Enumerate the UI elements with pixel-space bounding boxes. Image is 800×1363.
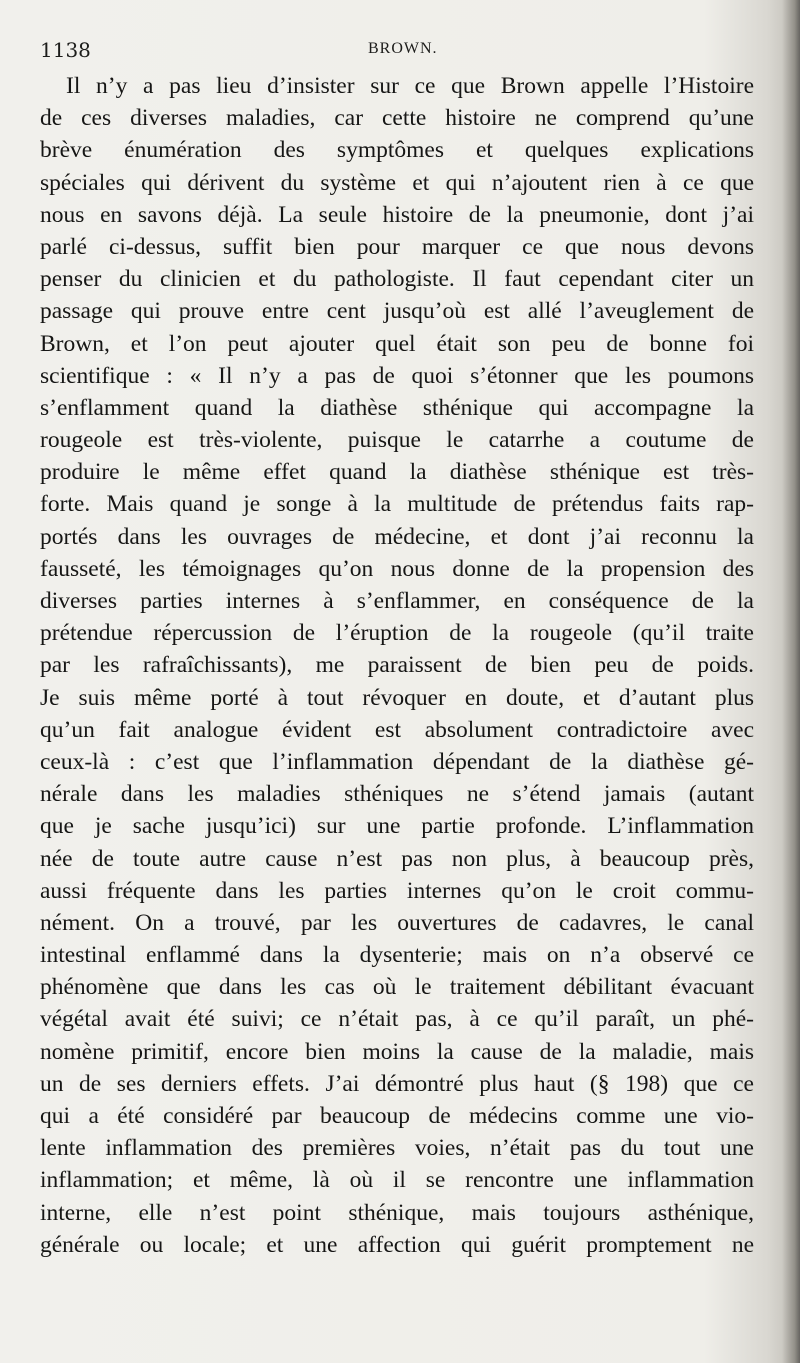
- text-line: de ces diverses maladies, car cette histoire ne comprend qu’une: [40, 105, 754, 132]
- text-line: aussi fréquente dans les parties internes qu’on le croit commu-: [40, 877, 754, 904]
- text-line: prétendue répercussion de l’éruption de la rougeole (qu’il traite: [40, 620, 754, 647]
- text-line: lente inflammation des premières voies, n’était pas du tout une: [40, 1135, 754, 1162]
- text-line: végétal avait été suivi; ce n’était pas, à ce qu’il paraît, un phé-: [40, 1006, 754, 1033]
- text-line: nément. On a trouvé, par les ouvertures de cadavres, le canal: [40, 909, 754, 936]
- text-line: scientifique : « Il n’y a pas de quoi s’étonner que les poumons: [40, 362, 754, 389]
- text-line: rougeole est très-violente, puisque le catarrhe a coutume de: [40, 427, 754, 454]
- text-line: brève énumération des symptômes et quelques explications: [40, 137, 754, 164]
- running-title: BROWN.: [368, 40, 438, 57]
- text-line: générale ou locale; et une affection qui guérit promptement ne: [40, 1231, 754, 1258]
- text-line: nérale dans les maladies sthéniques ne s’étend jamais (autant: [40, 781, 754, 808]
- text-line: fausseté, les témoignages qu’on nous donne de la propension des: [40, 555, 754, 582]
- text-line: ceux-là : c’est que l’inflammation dépendant de la diathèse gé-: [40, 748, 754, 775]
- text-line: inflammation; et même, là où il se rencontre une inflammation: [40, 1167, 754, 1194]
- text-line: qui a été considéré par beaucoup de médecins comme une vio-: [40, 1103, 754, 1129]
- text-line: Je suis même porté à tout révoquer en doute, et d’autant plus: [40, 684, 754, 711]
- text-line: phénomène que dans les cas où le traitement débilitant évacuant: [40, 974, 754, 1001]
- text-line: Brown, et l’on peut ajouter quel était son peu de bonne foi: [40, 330, 754, 357]
- text-line: un de ses derniers effets. J’ai démontré plus haut (§ 198) que ce: [40, 1070, 754, 1097]
- text-line: spéciales qui dérivent du système et qui n’ajoutent rien à ce que: [40, 169, 754, 196]
- text-line: passage qui prouve entre cent jusqu’où est allé l’aveuglement de: [40, 298, 754, 325]
- text-line: nomène primitif, encore bien moins la cause de la maladie, mais: [40, 1038, 754, 1065]
- text-line: née de toute autre cause n’est pas non plus, à beaucoup près,: [40, 845, 754, 872]
- text-line: parlé ci-dessus, suffit bien pour marquer ce que nous devons: [40, 233, 754, 260]
- body-text: [40, 70, 754, 1261]
- text-line: diverses parties internes à s’enflammer, en conséquence de la: [40, 588, 754, 614]
- text-line: produire le même effet quand la diathèse sthénique est très-: [40, 459, 754, 486]
- page-gutter-shadow: [782, 0, 800, 1363]
- text-line: penser du clinicien et du pathologiste. Il faut cependant citer un: [40, 266, 754, 293]
- text-line: qu’un fait analogue évident est absolument contradictoire avec: [40, 716, 754, 743]
- text-line: interne, elle n’est point sthénique, mais toujours asthénique,: [40, 1199, 754, 1226]
- text-line: par les rafraîchissants), me paraissent de bien peu de poids.: [40, 652, 754, 679]
- text-line: Il n’y a pas lieu d’insister sur ce que Brown appelle l’Histoire: [66, 73, 754, 99]
- text-line: portés dans les ouvrages de médecine, et dont j’ai reconnu la: [40, 523, 754, 550]
- text-line: s’enflamment quand la diathèse sthénique qui accompagne la: [40, 394, 754, 421]
- text-line: que je sache jusqu’ici) sur une partie profonde. L’inflammation: [40, 813, 754, 840]
- text-line: forte. Mais quand je songe à la multitude de prétendus faits rap-: [40, 491, 754, 518]
- page-number: 1138: [40, 38, 91, 62]
- text-line: nous en savons déjà. La seule histoire de la pneumonie, dont j’ai: [40, 201, 754, 228]
- text-line: intestinal enflammé dans la dysenterie; mais on n’a observé ce: [40, 942, 754, 969]
